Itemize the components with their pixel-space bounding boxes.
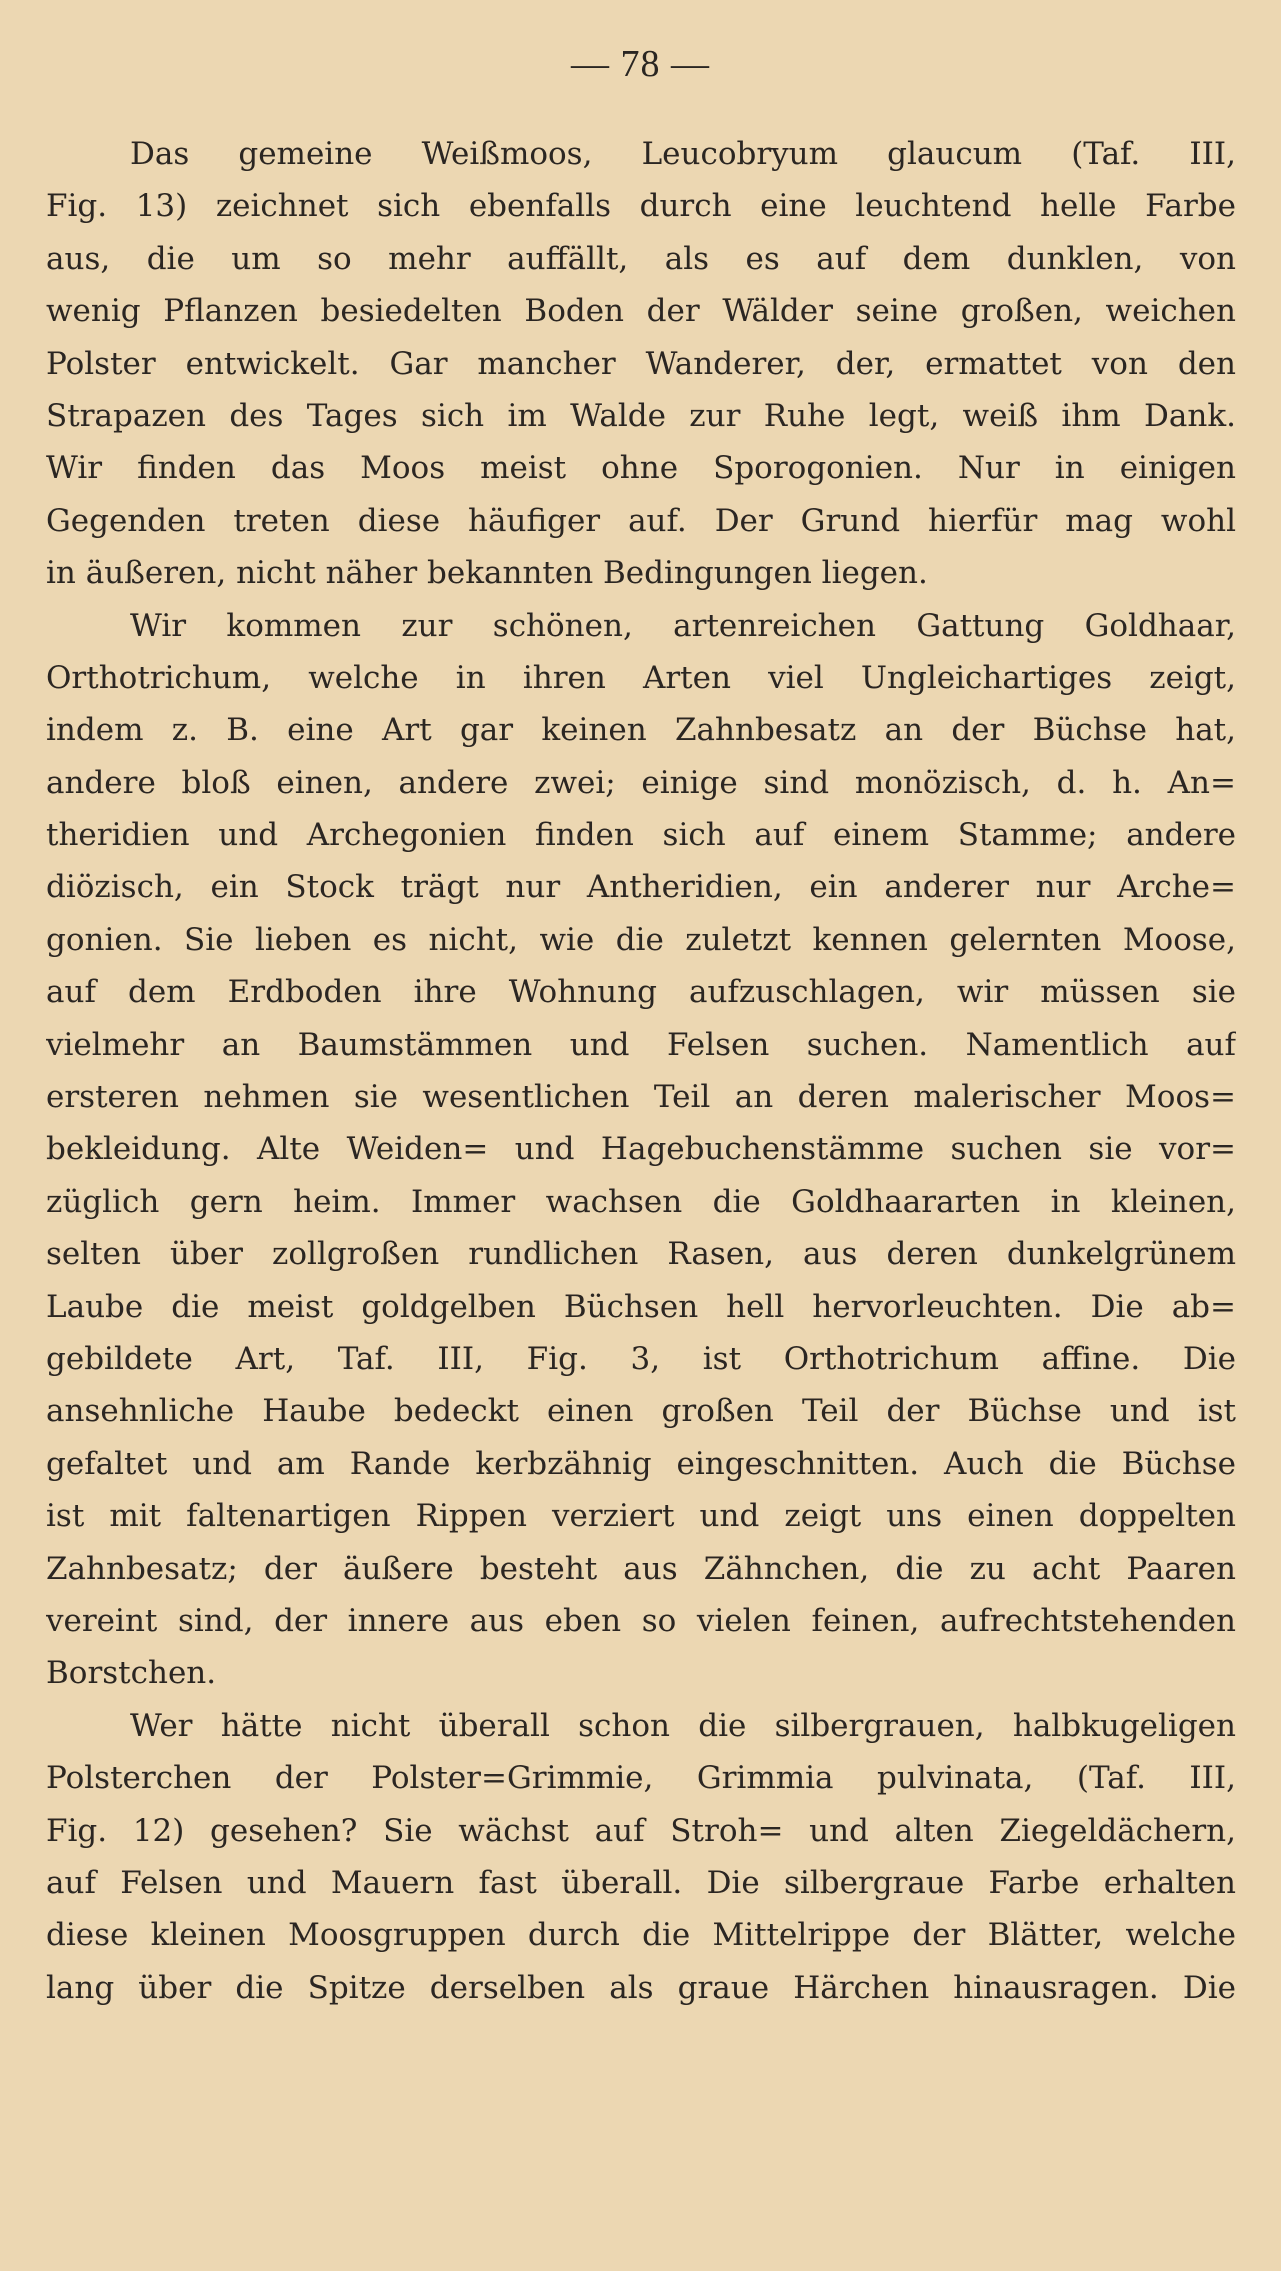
text-line: ist mit faltenartigen Rippen verziert und zeigt uns einen doppelten [46,1498,1236,1535]
text-line: Gegenden treten diese häufiger auf. Der Grund hierfür mag wohl [46,502,1236,539]
text-line: diese kleinen Moosgruppen durch die Mittelrippe der Blätter, welche [46,1917,1236,1954]
text-line: Wir finden das Moos meist ohne Sporogonien. Nur in einigen [46,450,1236,487]
text-line: wenig Pflanzen besiedelten Boden der Wälder seine großen, weichen [46,293,1236,330]
text-line: auf Felsen und Mauern fast überall. Die silbergraue Farbe erhalten [46,1864,1236,1901]
text-line: aus, die um so mehr auffällt, als es auf dem dunklen, von [46,240,1236,277]
text-line: theridien und Archegonien finden sich auf einem Stamme; andere [46,817,1236,854]
page-number: — 78 — [571,43,710,85]
paragraph-grimmie [46,1700,1236,2014]
text-line: diözisch, ein Stock trägt nur Antheridien, ein anderer nur Arche= [46,869,1236,906]
text-line: vereint sind, der innere aus eben so vielen feinen, aufrechtstehenden [46,1602,1236,1639]
text-line: Polsterchen der Polster=Grimmie, Grimmia pulvinata, (Taf. III, [46,1760,1236,1797]
text-line: vielmehr an Baumstämmen und Felsen suchen. Namentlich auf [46,1026,1236,1063]
text-line: indem z. B. eine Art gar keinen Zahnbesatz an der Büchse hat, [46,712,1236,749]
text-line: Wir kommen zur schönen, artenreichen Gattung Goldhaar, [130,607,1236,644]
text-line: in äußeren, nicht näher bekannten Bedingungen liegen. [46,555,928,592]
paragraph-goldhaar [46,600,1236,1700]
text-line: lang über die Spitze derselben als graue Härchen hinausragen. Die [46,1969,1236,2006]
text-line: gefaltet und am Rande kerbzähnig eingeschnitten. Auch die Büchse [46,1445,1236,1482]
text-line: ersteren nehmen sie wesentlichen Teil an deren malerischer Moos= [46,1079,1236,1116]
text-line: Laube die meist goldgelben Büchsen hell hervorleuchten. Die ab= [46,1288,1236,1325]
text-line: gonien. Sie lieben es nicht, wie die zuletzt kennen gelernten Moose, [46,921,1236,958]
text-line: selten über zollgroßen rundlichen Rasen, aus deren dunkelgrünem [46,1236,1236,1273]
text-line: Borstchen. [46,1655,217,1692]
text-line: Fig. 13) zeichnet sich ebenfalls durch eine leuchtend helle Farbe [46,188,1236,225]
text-line: Fig. 12) gesehen? Sie wächst auf Stroh= und alten Ziegeldächern, [46,1812,1236,1849]
text-line: gebildete Art, Taf. III, Fig. 3, ist Orthotrichum affine. Die [46,1340,1236,1377]
text-line: andere bloß einen, andere zwei; einige sind monözisch, d. h. An= [46,764,1236,801]
text-line: Das gemeine Weißmoos, Leucobryum glaucum (Taf. III, [130,136,1236,172]
text-line: Orthotrichum, welche in ihren Arten viel Ungleichartiges zeigt, [46,659,1236,696]
text-line: Polster entwickelt. Gar mancher Wanderer, der, ermattet von den [46,345,1236,382]
text-line: züglich gern heim. Immer wachsen die Goldhaararten in kleinen, [46,1183,1236,1220]
text-line: auf dem Erdboden ihre Wohnung aufzuschlagen, wir müssen sie [46,974,1236,1011]
body-text [46,128,1236,2014]
text-line: ansehnliche Haube bedeckt einen großen Teil der Büchse und ist [46,1393,1236,1430]
text-line: Wer hätte nicht überall schon die silbergrauen, halbkugeligen [130,1707,1236,1744]
text-line: bekleidung. Alte Weiden= und Hagebuchenstämme suchen sie vor= [46,1131,1236,1168]
text-line: Strapazen des Tages sich im Walde zur Ruhe legt, weiß ihm Dank. [46,397,1236,434]
paragraph-weissmoos [46,128,1236,600]
text-line: Zahnbesatz; der äußere besteht aus Zähnchen, die zu acht Paaren [46,1550,1236,1587]
